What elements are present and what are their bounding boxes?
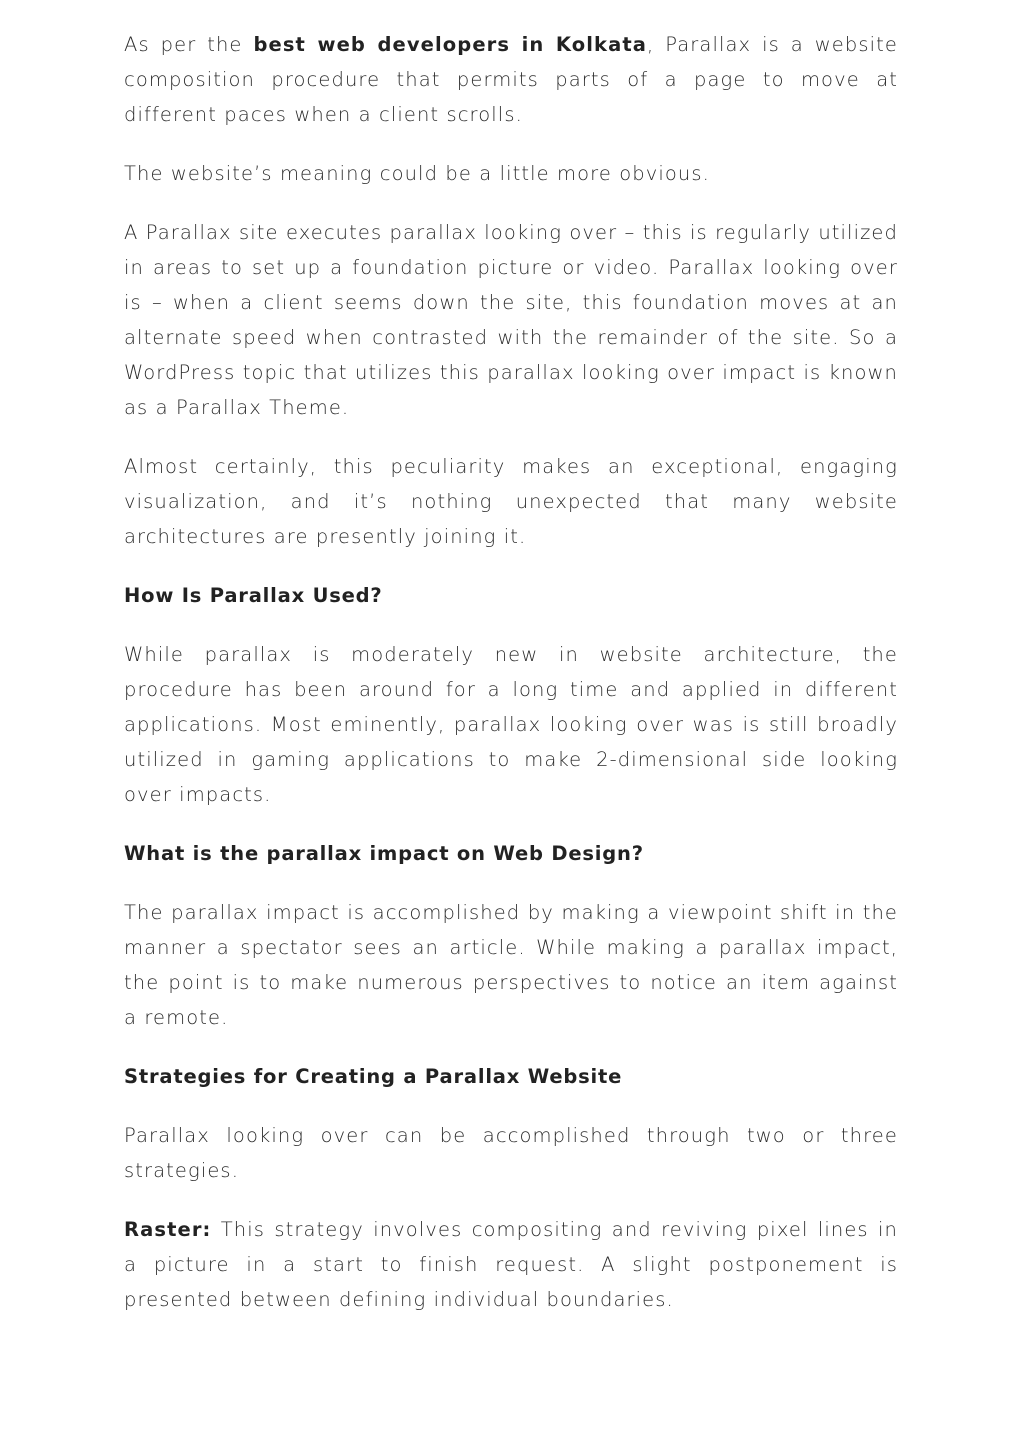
intro-suffix: , Parallax is a website composition procedure that permits parts of a page to move at different paces when a client scrolls.: [124, 33, 898, 126]
paragraph-raster: [124, 1212, 898, 1317]
intro-prefix: As per the: [124, 33, 254, 56]
paragraph-how-used: While parallax is moderately new in website architecture, the procedure has been around for a long time and applied in different applications. Most eminently, parallax looking over was is still broadly utilized in gaming applications to make 2-dimensional side looking over impacts.: [124, 643, 898, 806]
heading-strategies: Strategies for Creating a Parallax Website: [124, 1065, 623, 1088]
article-body: [124, 27, 898, 1341]
paragraph-parallax-site: A Parallax site executes parallax looking over – this is regularly utilized in areas to set up a foundation picture or video. Parallax looking over is – when a client seems down the site, this foundation moves at an alternate speed when contrasted with the remainder of the site. So a WordPress topic that utilizes this parallax looking over impact is known as a Parallax Theme.: [124, 221, 898, 419]
raster-label: Raster:: [124, 1218, 212, 1241]
heading-impact-web-design: What is the parallax impact on Web Design?: [124, 842, 644, 865]
paragraph-impact: The parallax impact is accomplished by making a viewpoint shift in the manner a spectator sees an article. While making a parallax impact, the point is to make numerous perspectives to notice an item against a remote.: [124, 901, 898, 1029]
paragraph-intro: [124, 27, 898, 132]
paragraph-peculiarity: Almost certainly, this peculiarity makes an exceptional, engaging visualization, and it’s nothing unexpected that many website architectures are presently joining it.: [124, 455, 898, 548]
best-web-developers-keyword: best web developers in Kolkata: [253, 33, 648, 56]
paragraph-strategies: Parallax looking over can be accomplished through two or three strategies.: [124, 1124, 898, 1182]
paragraph-meaning: The website’s meaning could be a little more obvious.: [124, 162, 710, 185]
raster-text: This strategy involves compositing and reviving pixel lines in a picture in a start to finish request. A slight postponement is presented between defining individual boundaries.: [124, 1218, 898, 1311]
heading-how-used: How Is Parallax Used?: [124, 584, 383, 607]
